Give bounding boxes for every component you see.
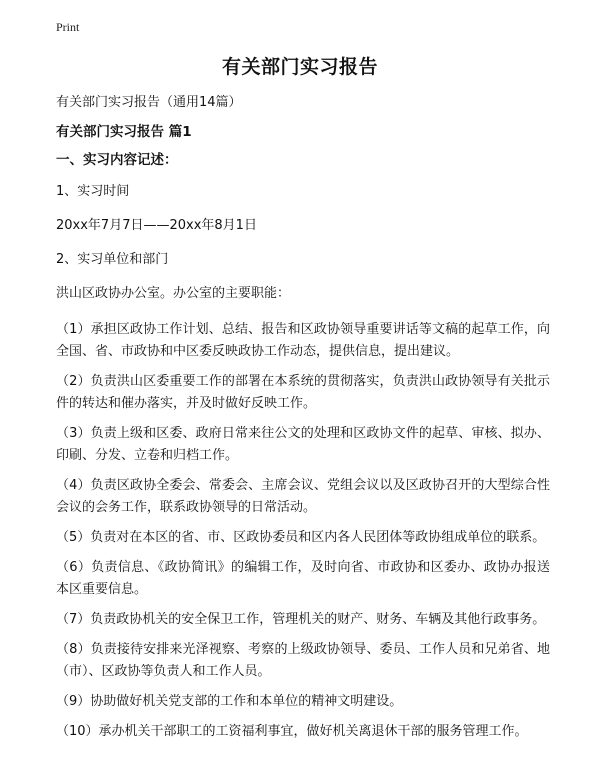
item-label: 1、实习时间 [56,184,130,199]
duty-paragraph: （9）协助做好机关党支部的工作和本单位的精神文明建设。 [56,694,403,709]
document-subtitle: 有关部门实习报告（通用14篇） [56,95,242,110]
item-label: 2、实习单位和部门 [56,252,169,267]
duty-paragraph: （6）负责信息、《政协简讯》的编辑工作，及时向省、市政协和区委办、政协办报送本区重要信息。 [56,560,550,597]
duty-paragraph: （1）承担区政协工作计划、总结、报告和区政协领导重要讲话等文稿的起草工作，向全国、省、市政协和中区委反映政协工作动态，提供信息，提出建议。 [56,322,550,359]
duty-paragraph: （8）负责接待安排来光泽视察、考察的上级政协领导、委员、工作人员和兄弟省、地（市）、区政协等负责人和工作人员。 [56,642,550,679]
print-link[interactable]: Print [56,20,80,34]
duty-paragraph: （5）负责对在本区的省、市、区政协委员和区内各人民团体等政协组成单位的联系。 [56,530,546,545]
duty-paragraph: （3）负责上级和区委、政府日常来往公文的处理和区政协文件的起草、审核、拟办、印刷、分发、立卷和归档工作。 [56,426,550,463]
section-title: 有关部门实习报告 篇1 [56,124,192,140]
item-value: 20xx年7月7日——20xx年8月1日 [56,218,257,233]
duty-paragraph: （7）负责政协机关的安全保卫工作，管理机关的财产、财务、车辆及其他行政事务。 [56,612,546,627]
document-body [56,94,550,751]
intro-paragraph: 洪山区政协办公室。办公室的主要职能： [56,286,291,301]
document-title: 有关部门实习报告 [221,56,378,78]
duty-paragraph: （10）承办机关干部职工的工资福利事宜，做好机关离退休干部的服务管理工作。 [56,724,528,739]
duty-paragraph: （4）负责区政协全委会、常委会、主席会议、党组会议以及区政协召开的大型综合性会议的会务工作，联系政协领导的日常活动。 [56,478,550,515]
section-heading: 一、实习内容记述： [56,152,178,168]
duty-paragraph: （2）负责洪山区委重要工作的部署在本系统的贯彻落实，负责洪山政协领导有关批示件的转达和催办落实，并及时做好反映工作。 [56,374,550,411]
